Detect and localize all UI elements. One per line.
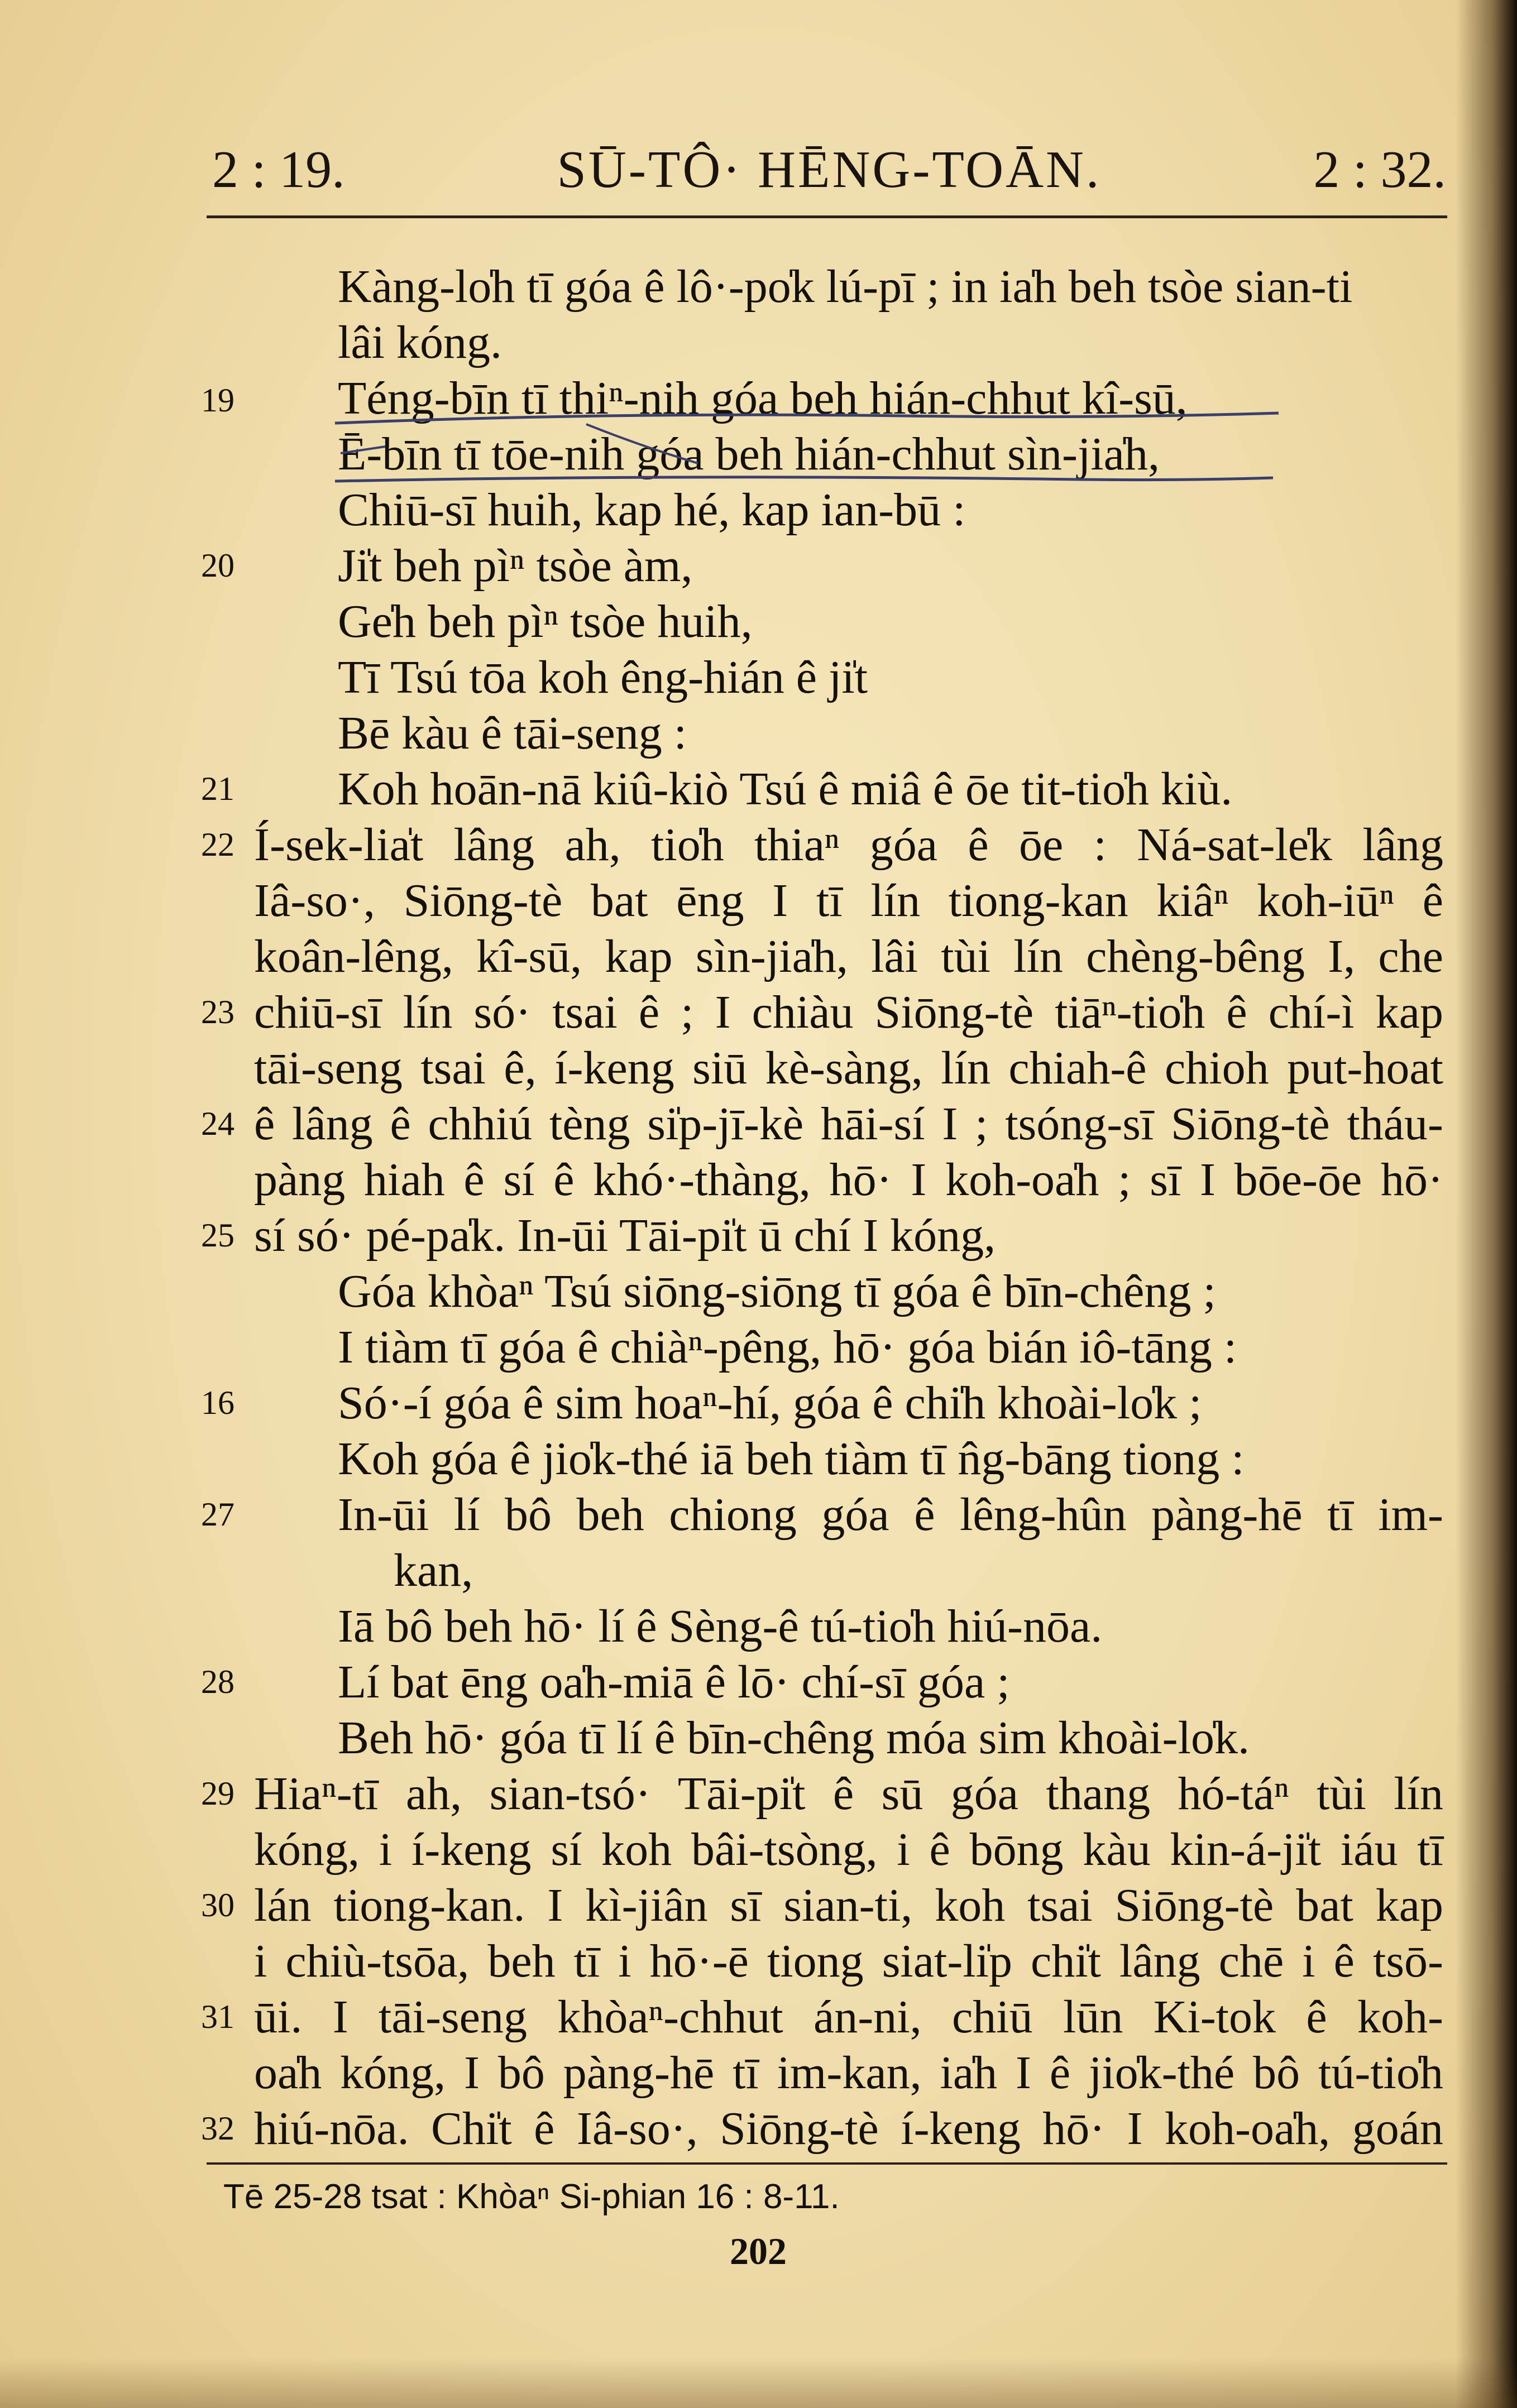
verse-number: 27	[201, 1496, 235, 1533]
page-number: 202	[730, 2230, 787, 2272]
text-line: Kàng-lo̍h tī góa ê lô·-po̍k lú-pī ; in ia̍h beh tsòe sian-ti	[338, 261, 1353, 313]
text-line: kóng, i í-keng sí koh bâi-tsòng, i ê bōng kàu kin-á-ji̍t iáu tī	[254, 1824, 1443, 1875]
verse-number: 25	[201, 1217, 235, 1254]
text-line: Koh hoān-nā kiû-kiò Tsú ê miâ ê ōe tit-tio̍h kiù.	[338, 763, 1233, 815]
footnote: Tē 25-28 tsat : Khòaⁿ Si-phian 16 : 8-11.	[223, 2177, 840, 2216]
text-line: kan,	[394, 1544, 473, 1596]
text-line: koân-lêng, kî-sū, kap sìn-jia̍h, lâi tùi lín chèng-bêng I, che	[254, 930, 1443, 982]
verse-number: 23	[201, 994, 235, 1030]
verse-number: 20	[201, 547, 235, 584]
text-line: Koh góa ê jio̍k-thé iā beh tiàm tī n̂g-bāng tiong :	[338, 1433, 1245, 1485]
text-line: Ji̍t beh pìⁿ tsòe àm,	[338, 540, 693, 592]
verse-number: 19	[201, 382, 235, 419]
verse-number: 29	[201, 1775, 235, 1812]
text-line: Só·-í góa ê sim hoaⁿ-hí, góa ê chi̍h khoài-lo̍k ;	[338, 1377, 1202, 1429]
text-line: I tiàm tī góa ê chiàⁿ-pêng, hō· góa bián iô-tāng :	[338, 1321, 1237, 1373]
verse-number: 22	[201, 826, 235, 863]
verse-number: 21	[201, 770, 235, 807]
text-line: Bē kàu ê tāi-seng :	[338, 707, 687, 759]
text-line: Ē-bīn tī tōe-nih góa beh hián-chhut sìn-jia̍h,	[338, 428, 1160, 480]
verse-number: 30	[201, 1887, 235, 1923]
text-line: ūi. I tāi-seng khòaⁿ-chhut án-ni, chiū lūn Ki-tok ê koh-	[254, 1991, 1443, 2043]
text-line: Ge̍h beh pìⁿ tsòe huih,	[338, 596, 753, 647]
verse-number: 28	[201, 1663, 235, 1700]
chapter-verse-start: 2 : 19.	[212, 141, 345, 199]
text-line: Beh hō· góa tī lí ê bīn-chêng móa sim khoài-lo̍k.	[338, 1712, 1250, 1764]
text-line: pàng hiah ê sí ê khó·-thàng, hō· I koh-oa̍h ; sī I bōe-ōe hō·	[254, 1154, 1443, 1206]
text-line: lán tiong-kan. I kì-jiân sī sian-ti, koh tsai Siōng-tè bat kap	[254, 1879, 1443, 1931]
text-line: Téng-bīn tī thiⁿ-nih góa beh hián-chhut kî-sū,	[338, 372, 1188, 424]
text-line: Hiaⁿ-tī ah, sian-tsó· Tāi-pi̍t ê sū góa thang hó-táⁿ tùi lín	[254, 1768, 1443, 1820]
verse-number: 16	[201, 1384, 235, 1421]
verse-number: 24	[201, 1105, 235, 1142]
text-line: hiú-nōa. Chi̍t ê Iâ-so·, Siōng-tè í-keng hō· I koh-oa̍h, goán	[254, 2103, 1443, 2155]
text-line: i chiù-tsōa, beh tī i hō·-ē tiong siat-li̍p chi̍t lâng chē i ê tsō-	[254, 1935, 1443, 1987]
footer-rule	[207, 2162, 1447, 2165]
text-line: oa̍h kóng, I bô pàng-hē tī im-kan, ia̍h I ê jio̍k-thé bô tú-tio̍h	[254, 2047, 1443, 2099]
text-line: tāi-seng tsai ê, í-keng siū kè-sàng, lín chiah-ê chioh put-hoat	[254, 1042, 1443, 1094]
text-line: In-ūi lí bô beh chiong góa ê lêng-hûn pàng-hē tī im-	[338, 1489, 1443, 1541]
text-line: Tī Tsú tōa koh êng-hián ê ji̍t	[338, 651, 868, 703]
text-line: Iâ-so·, Siōng-tè bat ēng I tī lín tiong-kan kiâⁿ koh-iūⁿ ê	[254, 875, 1443, 927]
text-line: chiū-sī lín só· tsai ê ; I chiàu Siōng-tè tiāⁿ-tio̍h ê chí-ì kap	[254, 986, 1443, 1038]
verse-number: 31	[201, 1998, 235, 2035]
book-title: SŪ-TÔ· HĒNG-TOĀN.	[557, 141, 1102, 199]
text-line: Góa khòaⁿ Tsú siōng-siōng tī góa ê bīn-chêng ;	[338, 1265, 1216, 1317]
verse-number: 32	[201, 2110, 235, 2147]
text-line: Iā bô beh hō· lí ê Sèng-ê tú-tio̍h hiú-nōa.	[338, 1600, 1103, 1652]
text-line: sí só· pé-pa̍k. In-ūi Tāi-pi̍t ū chí I kóng,	[254, 1210, 996, 1261]
text-line: ê lâng ê chhiú tèng si̍p-jī-kè hāi-sí I ; tsóng-sī Siōng-tè tháu-	[254, 1098, 1443, 1150]
text-line: lâi kóng.	[338, 316, 502, 368]
text-line: Lí bat ēng oa̍h-miā ê lō· chí-sī góa ;	[338, 1656, 1010, 1708]
text-line: Chiū-sī huih, kap hé, kap ian-bū :	[338, 484, 966, 536]
text-line: Í-sek-lia̍t lâng ah, tio̍h thiaⁿ góa ê ōe : Ná-sat-le̍k lâng	[254, 819, 1443, 871]
chapter-verse-end: 2 : 32.	[1313, 141, 1446, 199]
